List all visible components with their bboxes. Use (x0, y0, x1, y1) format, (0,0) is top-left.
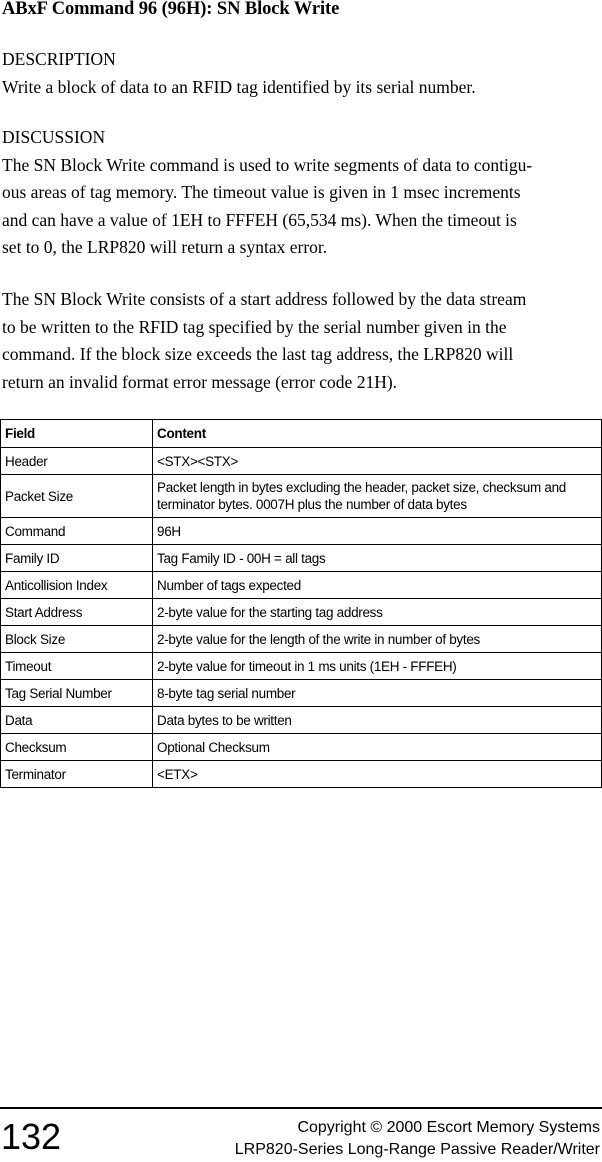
product-name: LRP820-Series Long-Range Passive Reader/Writer (234, 1141, 600, 1158)
copyright-notice: Copyright © 2000 Escort Memory Systems (297, 1119, 600, 1136)
field-content-cell (153, 626, 602, 653)
field-content-cell (153, 761, 602, 788)
table-row (1, 545, 602, 572)
table-row (1, 599, 602, 626)
field-content-cell (153, 653, 602, 680)
table-body (1, 448, 602, 788)
discussion-line: ous areas of tag memory. The timeout value is given in 1 msec increments (2, 182, 521, 202)
discussion-line: set to 0, the LRP820 will return a syntax error. (2, 237, 328, 257)
table-row (1, 572, 602, 599)
field-content-cell (153, 599, 602, 626)
content-line: Tag Family ID - 00H = all tags (157, 550, 326, 566)
content-line: Packet length in bytes excluding the header, packet size, checksum and (157, 480, 567, 495)
content-line: <ETX> (157, 766, 198, 782)
field-name-cell: Timeout (1, 653, 153, 680)
discussion-line: The SN Block Write command is used to write segments of data to contigu- (2, 154, 533, 175)
field-content-cell (153, 518, 602, 545)
format-paragraph (2, 286, 600, 396)
field-name-cell: Family ID (1, 545, 153, 572)
field-column-header: Field (1, 420, 153, 448)
table-row (1, 734, 602, 761)
content-line: 96H (157, 523, 181, 539)
content-line: Optional Checksum (157, 739, 270, 755)
field-name-cell: Tag Serial Number (1, 680, 153, 707)
content-column-header: Content (153, 420, 602, 448)
paragraph-line: return an invalid format error message (error code 21H). (2, 371, 398, 392)
field-name-cell: Data (1, 707, 153, 734)
discussion-section (2, 124, 600, 262)
paragraph-line: The SN Block Write consists of a start address followed by the data stream (2, 289, 527, 309)
discussion-line: and can have a value of 1EH to FFFEH (65,534 ms). When the timeout is (2, 209, 517, 230)
field-content-cell (153, 545, 602, 572)
paragraph-line: command. If the block size exceeds the last tag address, the LRP820 will (2, 344, 514, 364)
content-line: <STX><STX> (157, 453, 239, 469)
paragraph-line: to be written to the RFID tag specified by the serial number given in the (2, 316, 507, 337)
content-line: 8-byte tag serial number (157, 685, 296, 701)
field-content-cell (153, 572, 602, 599)
page-number: 132 (1, 1116, 62, 1157)
description-section (2, 46, 600, 101)
table-row (1, 653, 602, 680)
content-line: Data bytes to be written (157, 712, 292, 728)
field-content-cell (153, 707, 602, 734)
field-content-cell (153, 448, 602, 475)
field-name-cell: Terminator (1, 761, 153, 788)
field-name-cell: Block Size (1, 626, 153, 653)
field-name-cell: Command (1, 518, 153, 545)
description-heading: DESCRIPTION (2, 49, 116, 69)
field-content-cell (153, 734, 602, 761)
table-row (1, 626, 602, 653)
field-content-cell (153, 680, 602, 707)
table-row (1, 680, 602, 707)
field-name-cell: Start Address (1, 599, 153, 626)
table-row (1, 475, 602, 518)
content-line: 2-byte value for timeout in 1 ms units (1EH - FFFEH) (157, 658, 457, 674)
command-field-table (0, 419, 602, 788)
table-row (1, 707, 602, 734)
footer-divider (0, 1107, 602, 1109)
discussion-heading: DISCUSSION (2, 127, 106, 147)
field-name-cell: Packet Size (1, 475, 153, 518)
content-line: terminator bytes. 0007H plus the number of data bytes (157, 497, 467, 512)
table-header-row (1, 420, 602, 448)
content-line: Number of tags expected (157, 577, 301, 593)
table-row (1, 761, 602, 788)
description-text: Write a block of data to an RFID tag identified by its serial number. (2, 76, 476, 97)
field-name-cell: Checksum (1, 734, 153, 761)
table-row (1, 448, 602, 475)
content-line: 2-byte value for the length of the write in number of bytes (157, 631, 480, 647)
table-row (1, 518, 602, 545)
field-name-cell: Header (1, 448, 153, 475)
field-content-cell (153, 475, 602, 518)
page-title: ABxF Command 96 (96H): SN Block Write (2, 0, 340, 19)
field-name-cell: Anticollision Index (1, 572, 153, 599)
content-line: 2-byte value for the starting tag address (157, 604, 383, 620)
